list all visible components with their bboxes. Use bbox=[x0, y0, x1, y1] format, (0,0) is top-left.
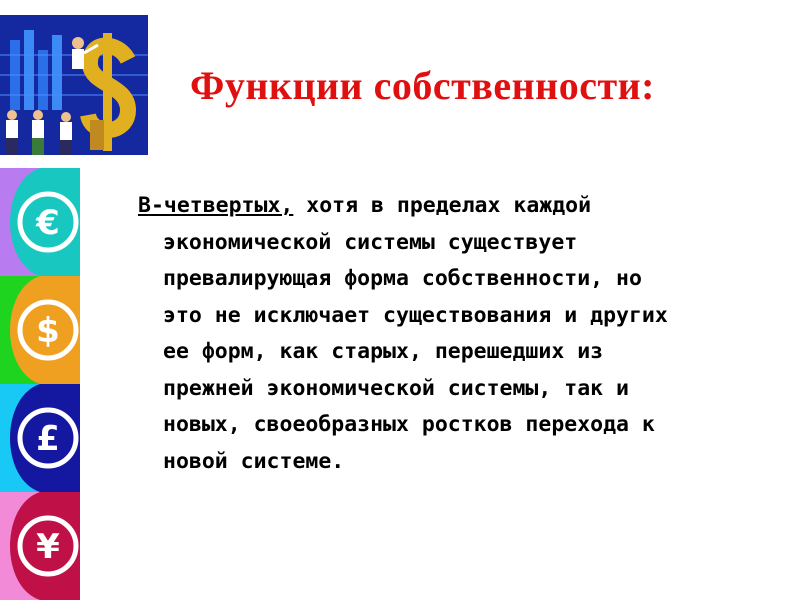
body-line-1 bbox=[138, 188, 788, 225]
body-line-8: новой системе. bbox=[163, 448, 345, 474]
pound-panel bbox=[0, 384, 80, 492]
line-1-rest: хотя в пределах каждой bbox=[293, 193, 592, 218]
body-line-2: экономической системы существует bbox=[163, 229, 578, 255]
body-line-7: новых, своеобразных ростков перехода к bbox=[163, 412, 655, 437]
dollar-panel bbox=[0, 276, 80, 384]
body-line-5: ее форм, как старых, перешедших из bbox=[163, 339, 604, 364]
dollar-sign-icon: $ bbox=[36, 311, 60, 351]
yen-icon: ¥ bbox=[36, 527, 60, 567]
currency-strip bbox=[0, 168, 80, 600]
euro-panel bbox=[0, 168, 80, 276]
body-line-3: превалирующая форма собственности, но bbox=[163, 266, 642, 291]
slide-title: Функции собственности: bbox=[190, 63, 655, 108]
body-line-6: прежней экономической системы, так и bbox=[163, 375, 629, 401]
business-clipart bbox=[0, 15, 148, 155]
slide-body bbox=[138, 188, 788, 480]
euro-icon: € bbox=[36, 203, 60, 243]
lead-phrase: В-четвертых, bbox=[138, 193, 294, 218]
body-line-4: это не исключает существования и других bbox=[163, 302, 668, 328]
pound-icon: £ bbox=[36, 419, 60, 459]
yen-panel bbox=[0, 492, 80, 600]
